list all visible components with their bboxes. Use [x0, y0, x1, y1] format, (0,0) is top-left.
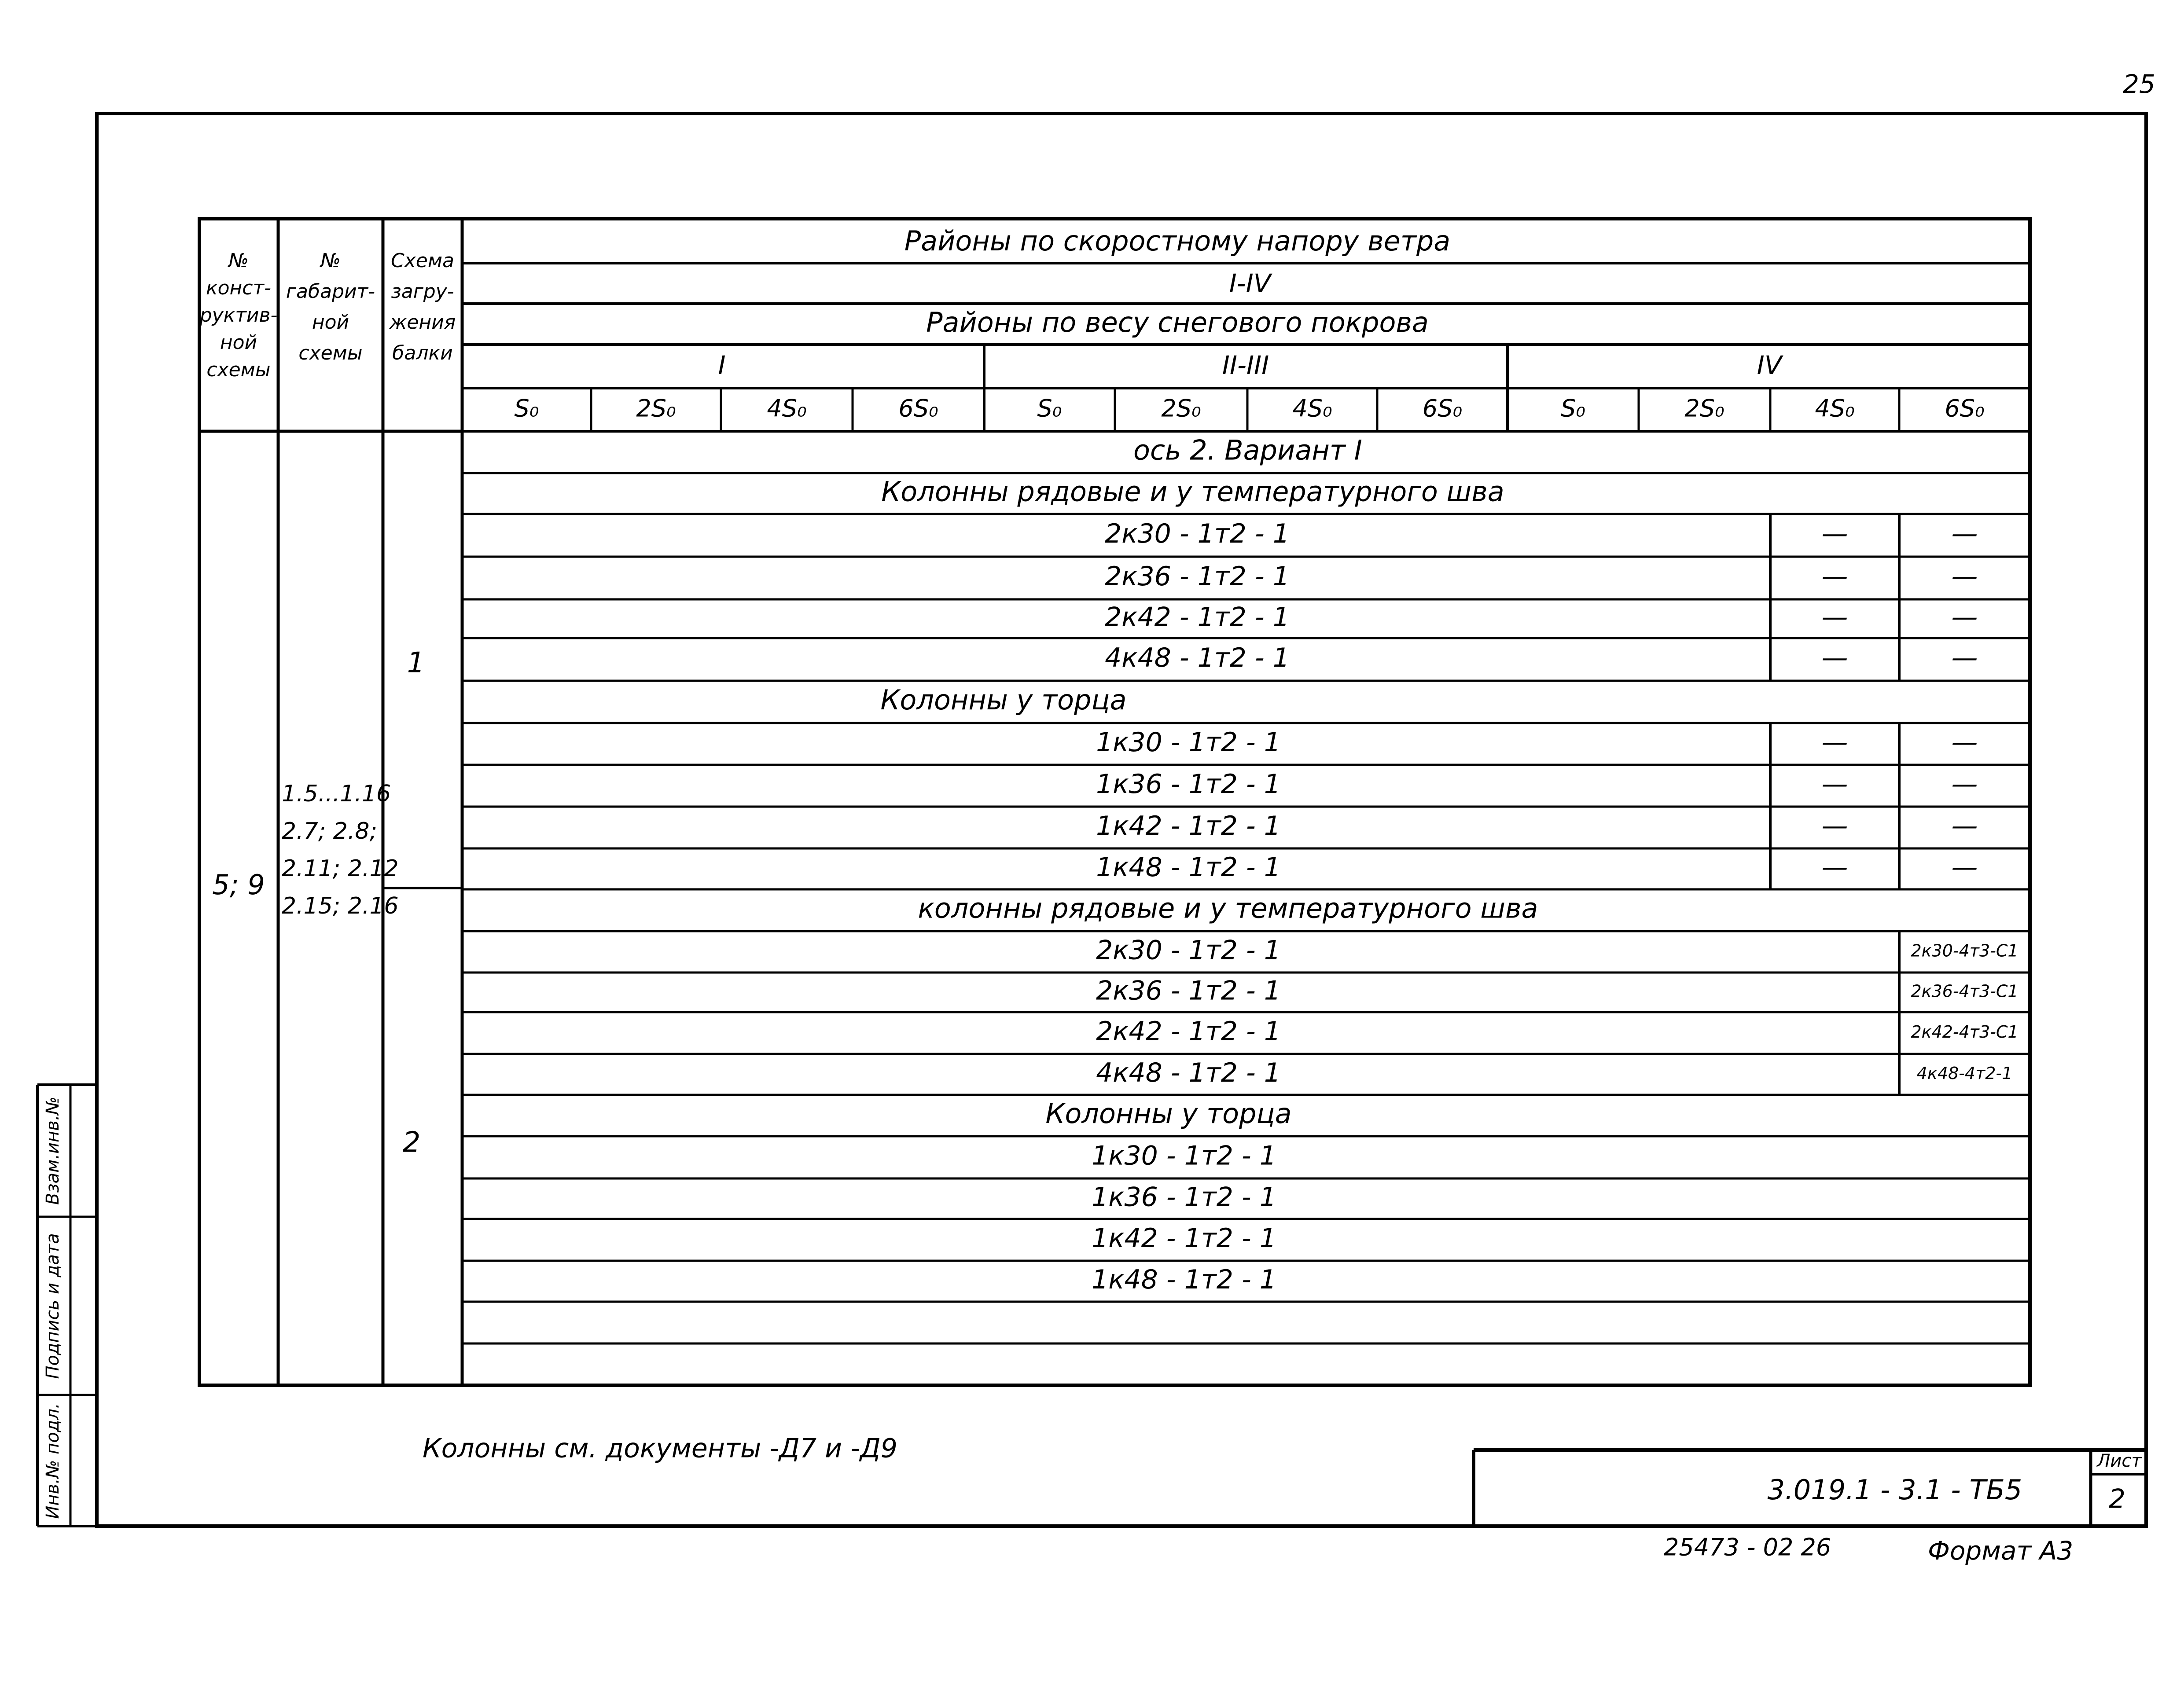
column-mark: 2к42 - 1т2 - 1: [1105, 602, 1290, 633]
column-mark: 1к36 - 1т2 - 1: [1096, 769, 1281, 800]
dash-cell: —: [1951, 769, 1978, 800]
document-code: 3.019.1 - 3.1 - ТБ5: [1767, 1474, 2022, 1506]
load-scheme-number: 2: [402, 1126, 421, 1159]
gabarit-line: 2.15; 2.16: [282, 893, 399, 919]
header-col1-line: конст-: [206, 277, 271, 299]
s-label: 2S₀: [636, 394, 676, 422]
side-stamp-label: Инв.№ подл.: [43, 1403, 63, 1519]
header-col3-line: Схема: [391, 250, 454, 272]
column-mark: 2к30 - 1т2 - 1: [1105, 518, 1290, 550]
side-stamp-label: Взам.инв.№: [43, 1096, 63, 1205]
header-col1-line: ной: [220, 331, 257, 354]
s-label: S₀: [1561, 394, 1585, 422]
dash-cell: —: [1821, 518, 1848, 550]
dash-cell: —: [1821, 727, 1848, 758]
load-scheme-number: 1: [407, 646, 425, 679]
dash-cell: —: [1951, 561, 1978, 592]
column-mark: 1к36 - 1т2 - 1: [1092, 1182, 1276, 1213]
sheet-number: 2: [2108, 1483, 2126, 1515]
header-col2-line: ной: [312, 311, 349, 334]
constructive-schema: 5; 9: [212, 869, 265, 901]
s-label: 6S₀: [1422, 394, 1463, 422]
header-col2-line: схемы: [298, 342, 363, 364]
sheet-label: Лист: [2097, 1451, 2142, 1471]
c6-mark: 4к48-4т2-1: [1916, 1064, 2013, 1083]
s-label: 4S₀: [1815, 394, 1855, 422]
column-mark: 4к48 - 1т2 - 1: [1096, 1057, 1281, 1089]
group-title: Колонны у торца: [1045, 1097, 1292, 1130]
c6-mark: 2к36-4т3-С1: [1911, 981, 2019, 1001]
group-title: Колонны рядовые и у температурного шва: [881, 475, 1504, 508]
column-mark: 1к30 - 1т2 - 1: [1096, 727, 1281, 758]
archive-number: 25473 - 02 26: [1664, 1533, 1831, 1561]
gabarit-line: 1.5...1.16: [282, 781, 391, 807]
dash-cell: —: [1821, 642, 1848, 674]
s-label: 6S₀: [898, 394, 938, 422]
snow-group-label: II-III: [1222, 350, 1269, 381]
s-label: 2S₀: [1161, 394, 1201, 422]
c6-mark: 2к30-4т3-С1: [1911, 941, 2019, 961]
dash-cell: —: [1951, 811, 1978, 842]
header-col3-line: жения: [389, 311, 456, 334]
column-mark: 4к48 - 1т2 - 1: [1105, 642, 1290, 674]
s-label: 2S₀: [1684, 394, 1724, 422]
gabarit-line: 2.11; 2.12: [282, 855, 399, 882]
header-col2-line: габарит-: [286, 280, 375, 303]
header-col3-line: загру-: [391, 280, 454, 303]
c6-mark: 2к42-4т3-С1: [1911, 1022, 2019, 1042]
header-col1-line: руктив-: [199, 304, 278, 327]
column-mark: 1к30 - 1т2 - 1: [1092, 1140, 1276, 1171]
header-col3-line: балки: [392, 342, 453, 364]
s-label: S₀: [514, 394, 539, 422]
wind-title: Районы по скоростному напору ветра: [904, 225, 1451, 257]
dash-cell: —: [1821, 852, 1848, 883]
header-col1-line: схемы: [206, 359, 271, 381]
dash-cell: —: [1821, 561, 1848, 592]
dash-cell: —: [1821, 811, 1848, 842]
note-text: Колонны см. документы -Д7 и -Д9: [423, 1433, 897, 1464]
gabarit-line: 2.7; 2.8;: [282, 818, 377, 844]
column-mark: 2к30 - 1т2 - 1: [1096, 935, 1281, 966]
dash-cell: —: [1951, 852, 1978, 883]
page-number: 25: [2123, 69, 2155, 99]
snow-group-label: IV: [1757, 350, 1782, 381]
header-col1-line: №: [228, 250, 249, 272]
column-mark: 1к48 - 1т2 - 1: [1092, 1264, 1276, 1296]
s-label: 4S₀: [767, 394, 807, 422]
dash-cell: —: [1821, 602, 1848, 633]
column-mark: 1к48 - 1т2 - 1: [1096, 852, 1281, 883]
section-title: ось 2. Вариант I: [1133, 434, 1362, 466]
s-label: 6S₀: [1945, 394, 1985, 422]
snow-title: Районы по весу снегового покрова: [926, 306, 1429, 339]
wind-range: I-IV: [1229, 268, 1271, 299]
column-mark: 2к36 - 1т2 - 1: [1105, 561, 1290, 592]
column-mark: 2к42 - 1т2 - 1: [1096, 1016, 1281, 1047]
header-col2-line: №: [320, 250, 341, 272]
dash-cell: —: [1821, 769, 1848, 800]
s-label: S₀: [1037, 394, 1062, 422]
dash-cell: —: [1951, 727, 1978, 758]
s-label: 4S₀: [1292, 394, 1332, 422]
column-mark: 1к42 - 1т2 - 1: [1092, 1223, 1276, 1254]
column-mark: 1к42 - 1т2 - 1: [1096, 811, 1281, 842]
side-stamp-label: Подпись и дата: [43, 1233, 63, 1379]
group-title: Колонны у торца: [880, 684, 1127, 716]
dash-cell: —: [1951, 602, 1978, 633]
dash-cell: —: [1951, 518, 1978, 550]
column-mark: 2к36 - 1т2 - 1: [1096, 975, 1281, 1006]
format-label: Формат А3: [1928, 1536, 2074, 1566]
snow-group-label: I: [718, 350, 726, 381]
group-title: колонны рядовые и у температурного шва: [918, 892, 1538, 925]
dash-cell: —: [1951, 642, 1978, 674]
